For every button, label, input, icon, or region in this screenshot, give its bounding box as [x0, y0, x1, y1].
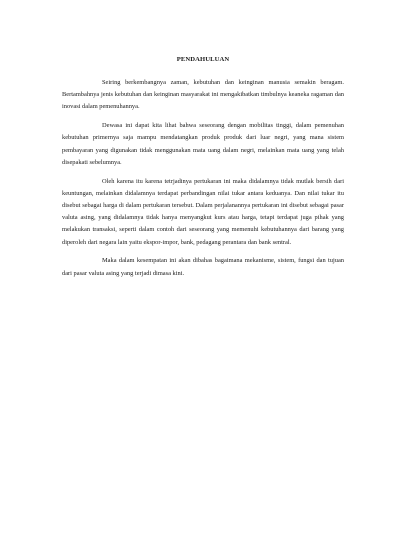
paragraph-2: Dewasa ini dapat kita lihat bahwa seseorang dengan mobilitas tinggi, dalam pemenuhan kebutuhan primernya saja mampu mendatangkan produk produk dari luar negri, yang mana sistem pembayaran yang digunakan tidak menggunakan mata uang dalam negri, melainkan mata uang yang telah disepakati sebelumnya. — [62, 122, 344, 166]
document-page — [62, 56, 344, 286]
paragraph-3: Oleh karena itu karena tetrjadinya pertukaran ini maka didalamnya tidak mutlak bersih dari keuntungan, melainkan didalamnya terdapat perbandingan nilai tukar antara keduanya. Dan nilai tukar itu disebut sebagai harga di dalam pertukaran tersebut. Dalam perjalanannya pertukaran ini disebut sebagai pasar valuta asing, yang didalamnya tidak hanya menyangkut kurs atau harga, tetapi terdapat juga pihak yang melakukan transaksi, seperti dalam contoh dari seseorang yang memenuhi kebutuhannya dari barang yang diperoleh dari negara lain yaitu ekspor-impor, bank, pedagang perantara dan bank sentral. — [62, 177, 344, 246]
page-title: PENDAHULUAN — [176, 56, 230, 63]
paragraph-4: Maka dalam kesempatan ini akan dibahas bagaimana mekanisme, sistem, fungsi dan tujuan dari pasar valuta asing yang terjadi dimasa kini. — [62, 257, 344, 277]
paragraph-1: Seiring berkembangnya zaman, kebutuhan dan keinginan manusia semakin beragam. Bertambahnya jenis kebutuhan dan keinginan masyarakat ini mengakibatkan timbulnya keaneka ragaman dan inovasi dalam pemenuhannya. — [62, 79, 344, 111]
